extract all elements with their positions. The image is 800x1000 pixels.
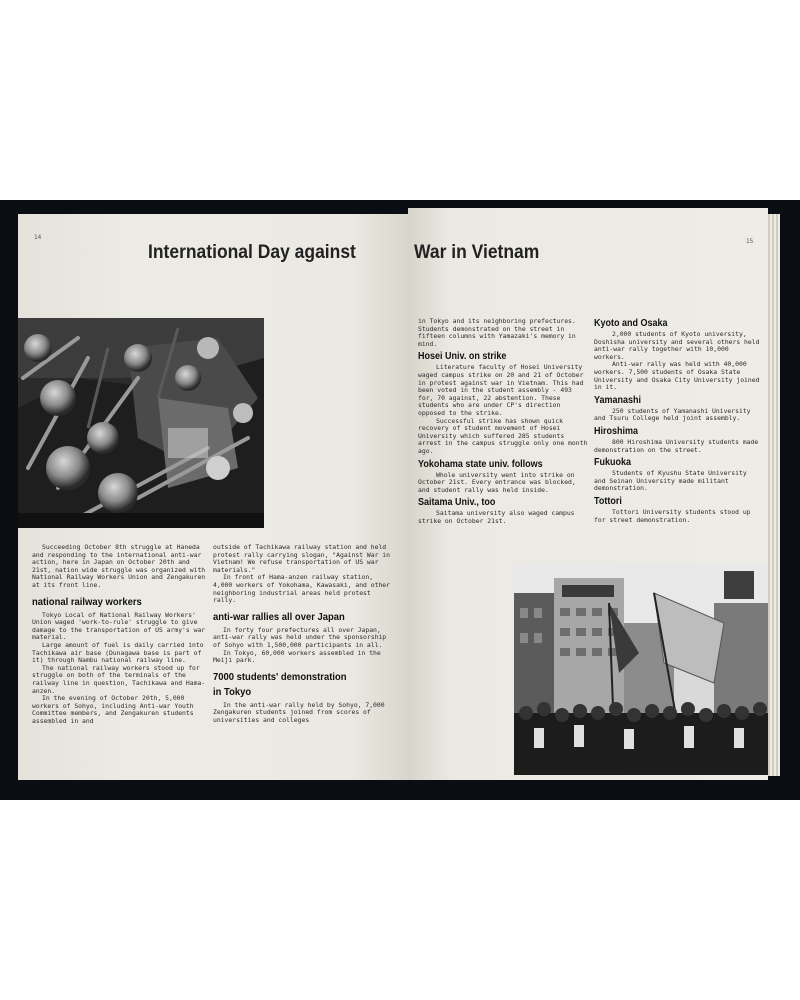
heading-in-tokyo: in Tokyo [213,685,252,698]
left-column-2 [213,544,395,725]
headline-right: War in Vietnam [414,242,540,263]
street-demonstration-photo [514,563,768,775]
paragraph: In forty four prefectures all over Japan, anti-war rally was held under the sponsorship of Sohyo with 1,500,000 participants in all. [213,625,387,649]
heading-anti-war-rallies: anti-war rallies all over Japan [213,610,345,623]
paragraph: The national railway workers stood up for struggle on both of the terminals of the railway line in question, Tachikawa and Hama-anzen. [32,663,206,695]
heading-hosei-univ: Hosei Univ. on strike [418,351,507,363]
heading-fukuoka: Fukuoka [594,457,632,469]
paragraph: Successful strike has shown quick recovery of student movement of Hosei University which suffered 285 students arrest in the campus struggle only one month ago. [418,416,588,455]
heading-hiroshima: Hiroshima [594,425,639,437]
left-page-number: 14 [34,234,42,241]
paragraph: Succeeding October 8th struggle at Haneda and responding to the international anti-war action, here in Japan on October 20th and 21st, nation wide struggle was organized with National Railway Workers Union and Zengakuren at its front line. [32,543,206,589]
heading-saitama-univ: Saitama Univ., too [418,497,496,509]
right-column-2 [594,318,762,524]
right-page-number: 15 [746,238,754,245]
heading-tottori: Tottori [594,495,622,507]
heading-students-demonstration: 7000 students' demonstration [213,670,347,683]
heading-national-railway-workers: national railway workers [32,595,142,608]
paragraph: outside of Tachikawa railway station and held protest rally carrying slogan, "Against War in Vietnam! We refuse transportation of US war materials." [213,543,390,574]
page-edges [768,214,780,776]
paragraph: in Tokyo and its neighboring prefectures. Students demonstrated on the street in fifteen columns with Yamazaki's memory in mind. [418,317,576,348]
paragraph: Students of Kyushu State University and Seinan University made militant demonstration. [594,469,747,493]
paragraph: Saitama university also waged campus strike on October 21st. [418,509,575,525]
headline-left: International Day against [148,242,356,263]
paragraph: Anti-war rally was held with 40,000 workers. 7,500 students of Osaka State University and Osaka City University joined in it. [594,360,760,392]
paragraph: Tottori University students stood up for street demonstration. [594,507,751,524]
heading-kyoto-osaka: Kyoto and Osaka [594,318,668,329]
paragraph: Large amount of fuel is daily carried into Tachikawa air base (Dunagawa base is part of it) through Nambu national railway line. [32,640,204,665]
paragraph: 800 Hiroshima University students made demonstration on the street. [594,437,759,454]
riot-police-photo-graphic [18,318,264,528]
paragraph: 2,000 students of Kyoto university, Doshisha university and several others held anti-war rally together with 10,000 workers. [594,330,760,361]
riot-police-photo [18,318,264,528]
paragraph: Literature faculty of Hosei University waged campus strike on 20 and 21 of October in protest against war in Vietnam. This had been voted in the student assembly - 493 for, 70 against, 22 abstention. These students who are under CP's direction opposed to the strike. [418,363,584,417]
paragraph: 250 students of Yamanashi University and Tsuru College held joint assembly. [594,406,751,423]
left-page [18,214,408,780]
paragraph: Whole university went into strike on October 21st. Every entrance was blocked, and student rally was held inside. [418,470,576,494]
heading-yokohama-state-univ: Yokohama state univ. follows [418,458,543,470]
paragraph: In the evening of October 20th, 5,000 workers of Sohyo, including Anti-war Youth Committee members, and Zengakuren students assembled in and [32,694,194,725]
right-page [408,208,768,780]
left-column-1 [32,544,210,725]
right-column-1 [418,318,590,525]
paragraph: In the anti-war rally held by Sohyo, 7,000 Zengakuren students joined from scores of universities and colleges [213,700,385,724]
street-demonstration-photo-graphic [514,563,768,775]
paragraph: Tokyo Local of National Railway Workers' Union waged 'work-to-rule' struggle to give damage to the transportation of US army's war material. [32,610,206,642]
paragraph: In Tokyo, 60,000 workers assembled in the Meiji park. [213,648,381,665]
paragraph: In front of Hama-anzen railway station, 4,000 workers of Yokohama, Kawasaki, and other neighboring industrial areas held protest rally. [213,573,390,605]
heading-yamanashi: Yamanashi [594,394,642,406]
